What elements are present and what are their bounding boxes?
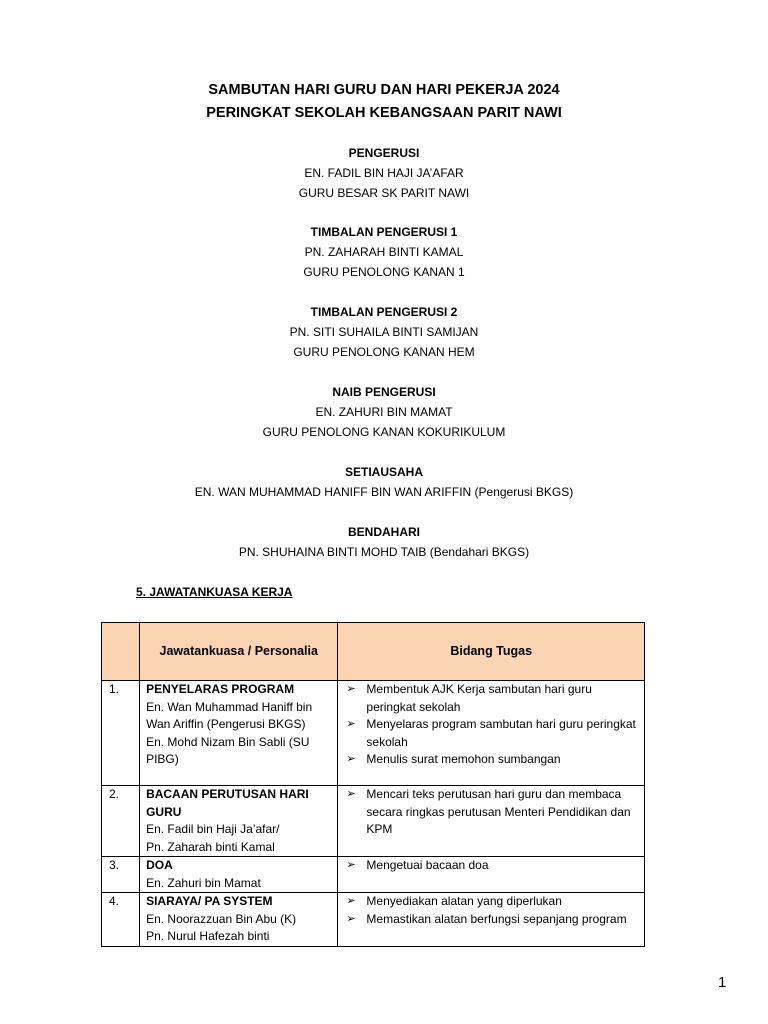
row-tasks bbox=[338, 786, 645, 857]
committee-name: DOA bbox=[146, 858, 173, 872]
row-tasks bbox=[338, 893, 645, 947]
committee-role: PENGERUSI bbox=[348, 146, 420, 160]
committee-name: SIARAYA/ PA SYSTEM bbox=[146, 894, 273, 908]
row-tasks bbox=[338, 857, 645, 893]
committee-role: TIMBALAN PENGERUSI 1 bbox=[310, 225, 458, 239]
committee-timbalan-pengerusi-2 bbox=[0, 302, 768, 362]
row-number: 3. bbox=[102, 857, 140, 893]
committee-member-name: EN. FADIL BIN HAJI JA’AFAR bbox=[304, 166, 464, 180]
committee-member-name: EN. WAN MUHAMMAD HANIFF BIN WAN ARIFFIN (Pengerusi BKGS) bbox=[194, 485, 574, 499]
committee-work-table bbox=[101, 622, 645, 947]
committee-member-position: GURU PENOLONG KANAN KOKURIKULUM bbox=[262, 425, 506, 439]
personnel-entry: En. Zahuri bin Mamat bbox=[146, 875, 261, 890]
committee-member-position: GURU PENOLONG KANAN HEM bbox=[293, 345, 475, 359]
row-number: 4. bbox=[102, 893, 140, 947]
row-tasks bbox=[338, 681, 645, 786]
row-personalia bbox=[140, 786, 338, 857]
committee-member-position: GURU BESAR SK PARIT NAWI bbox=[298, 186, 470, 200]
task-item: ➢ Menulis surat memohon sumbangan bbox=[344, 751, 638, 769]
committee-name: PENYELARAS PROGRAM bbox=[146, 682, 295, 696]
row-personalia bbox=[140, 893, 338, 947]
table-header-row bbox=[102, 623, 645, 681]
committee-setiausaha bbox=[0, 462, 768, 502]
task-item: ➢ Mengetuai bacaan doa bbox=[344, 857, 638, 875]
committee-name: BACAAN PERUTUSAN HARI GURU bbox=[146, 787, 309, 819]
personnel-entry: En. Noorazzuan Bin Abu (K) bbox=[146, 911, 297, 926]
document-title-line-1: SAMBUTAN HARI GURU DAN HARI PEKERJA 2024 bbox=[208, 82, 560, 98]
committee-role: BENDAHARI bbox=[348, 525, 420, 539]
personnel-entry: Pn. Zaharah binti Kamal bbox=[146, 839, 275, 854]
personnel-entry: Pn. Nurul Hafezah binti bbox=[146, 929, 270, 943]
personnel-entry: En. Wan Muhammad Haniff bin Wan Ariffin (Pengerusi BKGS) bbox=[146, 699, 313, 731]
task-item: ➢ Menyediakan alatan yang diperlukan bbox=[344, 893, 638, 911]
row-number: 2. bbox=[102, 786, 140, 857]
row-number: 1. bbox=[102, 681, 140, 786]
committee-pengerusi bbox=[0, 143, 768, 203]
task-item: ➢ Membentuk AJK Kerja sambutan hari guru peringkat sekolah bbox=[344, 681, 638, 716]
page-number: 1 bbox=[718, 974, 727, 991]
committee-role: NAIB PENGERUSI bbox=[332, 385, 436, 399]
document-title-line-2: PERINGKAT SEKOLAH KEBANGSAAN PARIT NAWI bbox=[206, 105, 562, 121]
committee-timbalan-pengerusi-1 bbox=[0, 222, 768, 282]
section-heading: 5. JAWATANKUASA KERJA bbox=[136, 585, 293, 599]
table-row bbox=[102, 681, 645, 786]
committee-role: SETIAUSAHA bbox=[344, 465, 423, 479]
task-item: ➢ Mencari teks perutusan hari guru dan membaca secara ringkas perutusan Menteri Pendidikan dan KPM bbox=[344, 786, 638, 839]
committee-member-name: PN. ZAHARAH BINTI KAMAL bbox=[304, 245, 464, 259]
task-item: ➢ Memastikan alatan berfungsi sepanjang program bbox=[344, 911, 638, 929]
table-header-number bbox=[102, 623, 140, 681]
table-row bbox=[102, 786, 645, 857]
table-row bbox=[102, 893, 645, 947]
committee-member-position: GURU PENOLONG KANAN 1 bbox=[303, 265, 465, 279]
committee-member-name: PN. SITI SUHAILA BINTI SAMIJAN bbox=[289, 325, 479, 339]
committee-naib-pengerusi bbox=[0, 382, 768, 442]
row-personalia bbox=[140, 857, 338, 893]
personnel-entry: En. Fadil bin Haji Ja’afar/ bbox=[146, 822, 280, 836]
row-personalia bbox=[140, 681, 338, 786]
table-header-personalia: Jawatankuasa / Personalia bbox=[140, 623, 338, 681]
personnel-entry: En. Mohd Nizam Bin Sabli (SU PIBG) bbox=[146, 734, 310, 766]
table-row bbox=[102, 857, 645, 893]
committee-role: TIMBALAN PENGERUSI 2 bbox=[310, 305, 458, 319]
committee-member-name: EN. ZAHURI BIN MAMAT bbox=[315, 405, 453, 419]
committee-bendahari bbox=[0, 522, 768, 562]
committee-member-name: PN. SHUHAINA BINTI MOHD TAIB (Bendahari BKGS) bbox=[238, 545, 530, 559]
table-header-bidang-tugas: Bidang Tugas bbox=[338, 623, 645, 681]
task-item: ➢ Menyelaras program sambutan hari guru peringkat sekolah bbox=[344, 716, 638, 751]
